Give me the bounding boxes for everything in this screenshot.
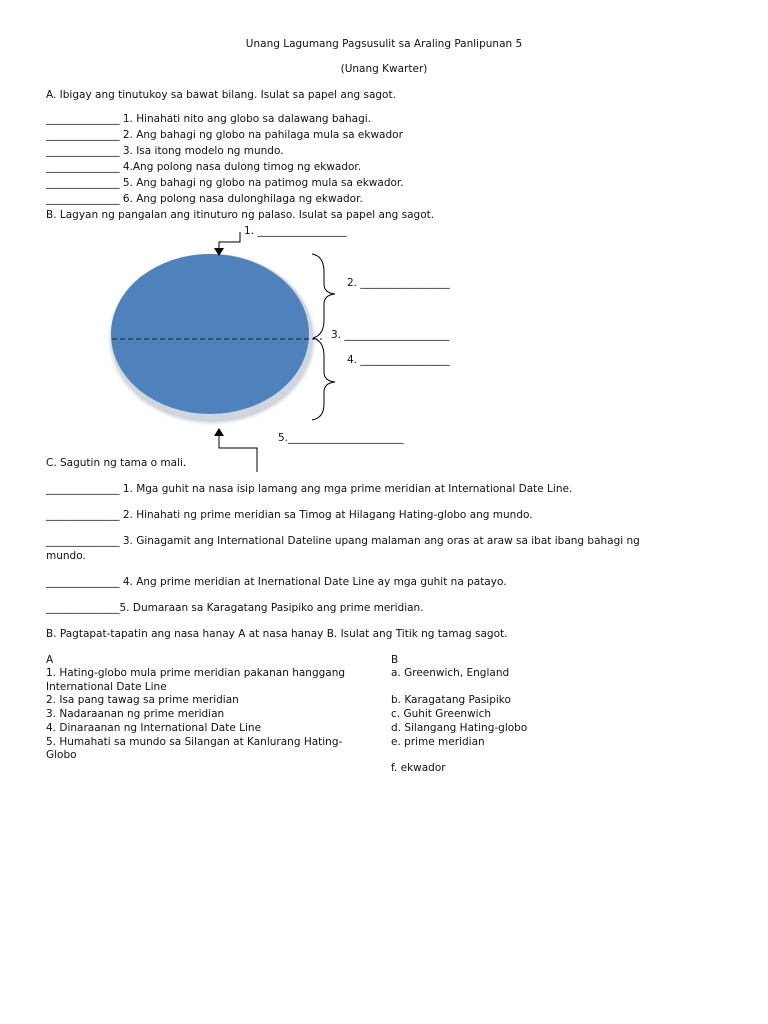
section-a-item-4: ______________ 4.Ang polong nasa dulong timog ng ekwador. xyxy=(46,161,362,173)
column-a-item-2: 2. Isa pang tawag sa prime meridian xyxy=(46,694,239,706)
brace-lower xyxy=(312,338,335,420)
diagram-label-5: 5.______________________ xyxy=(278,432,404,444)
section-c-item-3: ______________ 3. Ginagamit ang International Dateline upang malaman ang oras at araw sa ibat ibang bahagi ng xyxy=(46,535,640,547)
column-b-header: B xyxy=(391,654,399,666)
section-c-instruction: C. Sagutin ng tama o mali. xyxy=(46,457,187,469)
column-a-item-4: 4. Dinaraanan ng International Date Line xyxy=(46,722,262,734)
column-a-header: A xyxy=(46,654,54,666)
column-a-item-1-cont: International Date Line xyxy=(46,681,167,693)
column-b-item-c: c. Guhit Greenwich xyxy=(391,708,491,720)
column-a-item-5-cont: Globo xyxy=(46,749,77,761)
section-c-item-4: ______________ 4. Ang prime meridian at Inernational Date Line ay mga guhit na patayo. xyxy=(46,576,507,588)
column-a-item-1: 1. Hating-globo mula prime meridian pakanan hanggang xyxy=(46,667,346,679)
diagram-label-2: 2. _________________ xyxy=(347,277,450,289)
column-b-item-d: d. Silangang Hating-globo xyxy=(391,722,528,734)
column-a-item-5: 5. Humahati sa mundo sa Silangan at Kanlurang Hating- xyxy=(46,736,343,748)
page-title: Unang Lagumang Pagsusulit sa Araling Panlipunan 5 xyxy=(245,38,523,50)
arrow-5-line xyxy=(219,436,257,472)
section-b-instruction: B. Lagyan ng pangalan ang itinuturo ng palaso. Isulat sa papel ang sagot. xyxy=(46,209,435,221)
diagram-label-1: 1. _________________ xyxy=(244,225,347,237)
section-c-item-1: ______________ 1. Mga guhit na nasa isip lamang ang mga prime meridian at International Date Line. xyxy=(46,483,573,495)
page-subtitle: (Unang Kwarter) xyxy=(340,63,428,75)
column-b-item-b: b. Karagatang Pasipiko xyxy=(391,694,511,706)
section-a-item-1: ______________ 1. Hinahati nito ang globo sa dalawang bahagi. xyxy=(46,113,372,125)
globe-fill xyxy=(111,254,309,414)
arrow-1-line xyxy=(219,232,240,248)
matching-instruction: B. Pagtapat-tapatin ang nasa hanay A at nasa hanay B. Isulat ang Titik ng tamag sagot. xyxy=(46,628,508,640)
section-a-item-3: ______________ 3. Isa itong modelo ng mundo. xyxy=(46,145,284,157)
section-a-item-6: ______________ 6. Ang polong nasa dulonghilaga ng ekwador. xyxy=(46,193,363,205)
brace-upper xyxy=(312,254,335,338)
column-b-item-f: f. ekwador xyxy=(391,762,446,774)
column-b-item-e: e. prime meridian xyxy=(391,736,485,748)
section-a-instruction: A. Ibigay ang tinutukoy sa bawat bilang. Isulat sa papel ang sagot. xyxy=(46,89,396,101)
section-a-item-2: ______________ 2. Ang bahagi ng globo na pahilaga mula sa ekwador xyxy=(46,129,403,141)
section-c-item-5: ______________5. Dumaraan sa Karagatang Pasipiko ang prime meridian. xyxy=(46,602,424,614)
arrow-5-head xyxy=(214,428,224,436)
diagram-label-4: 4. _________________ xyxy=(347,354,450,366)
diagram-label-3: 3. ____________________ xyxy=(331,329,450,341)
column-a-item-3: 3. Nadaraanan ng prime meridian xyxy=(46,708,225,720)
section-c-item-2: ______________ 2. Hinahati ng prime meridian sa Timog at Hilagang Hating-globo ang mundo. xyxy=(46,509,533,521)
section-a-item-5: ______________ 5. Ang bahagi ng globo na patimog mula sa ekwador. xyxy=(46,177,404,189)
section-c-item-3-cont: mundo. xyxy=(46,550,86,562)
column-b-item-a: a. Greenwich, England xyxy=(391,667,510,679)
